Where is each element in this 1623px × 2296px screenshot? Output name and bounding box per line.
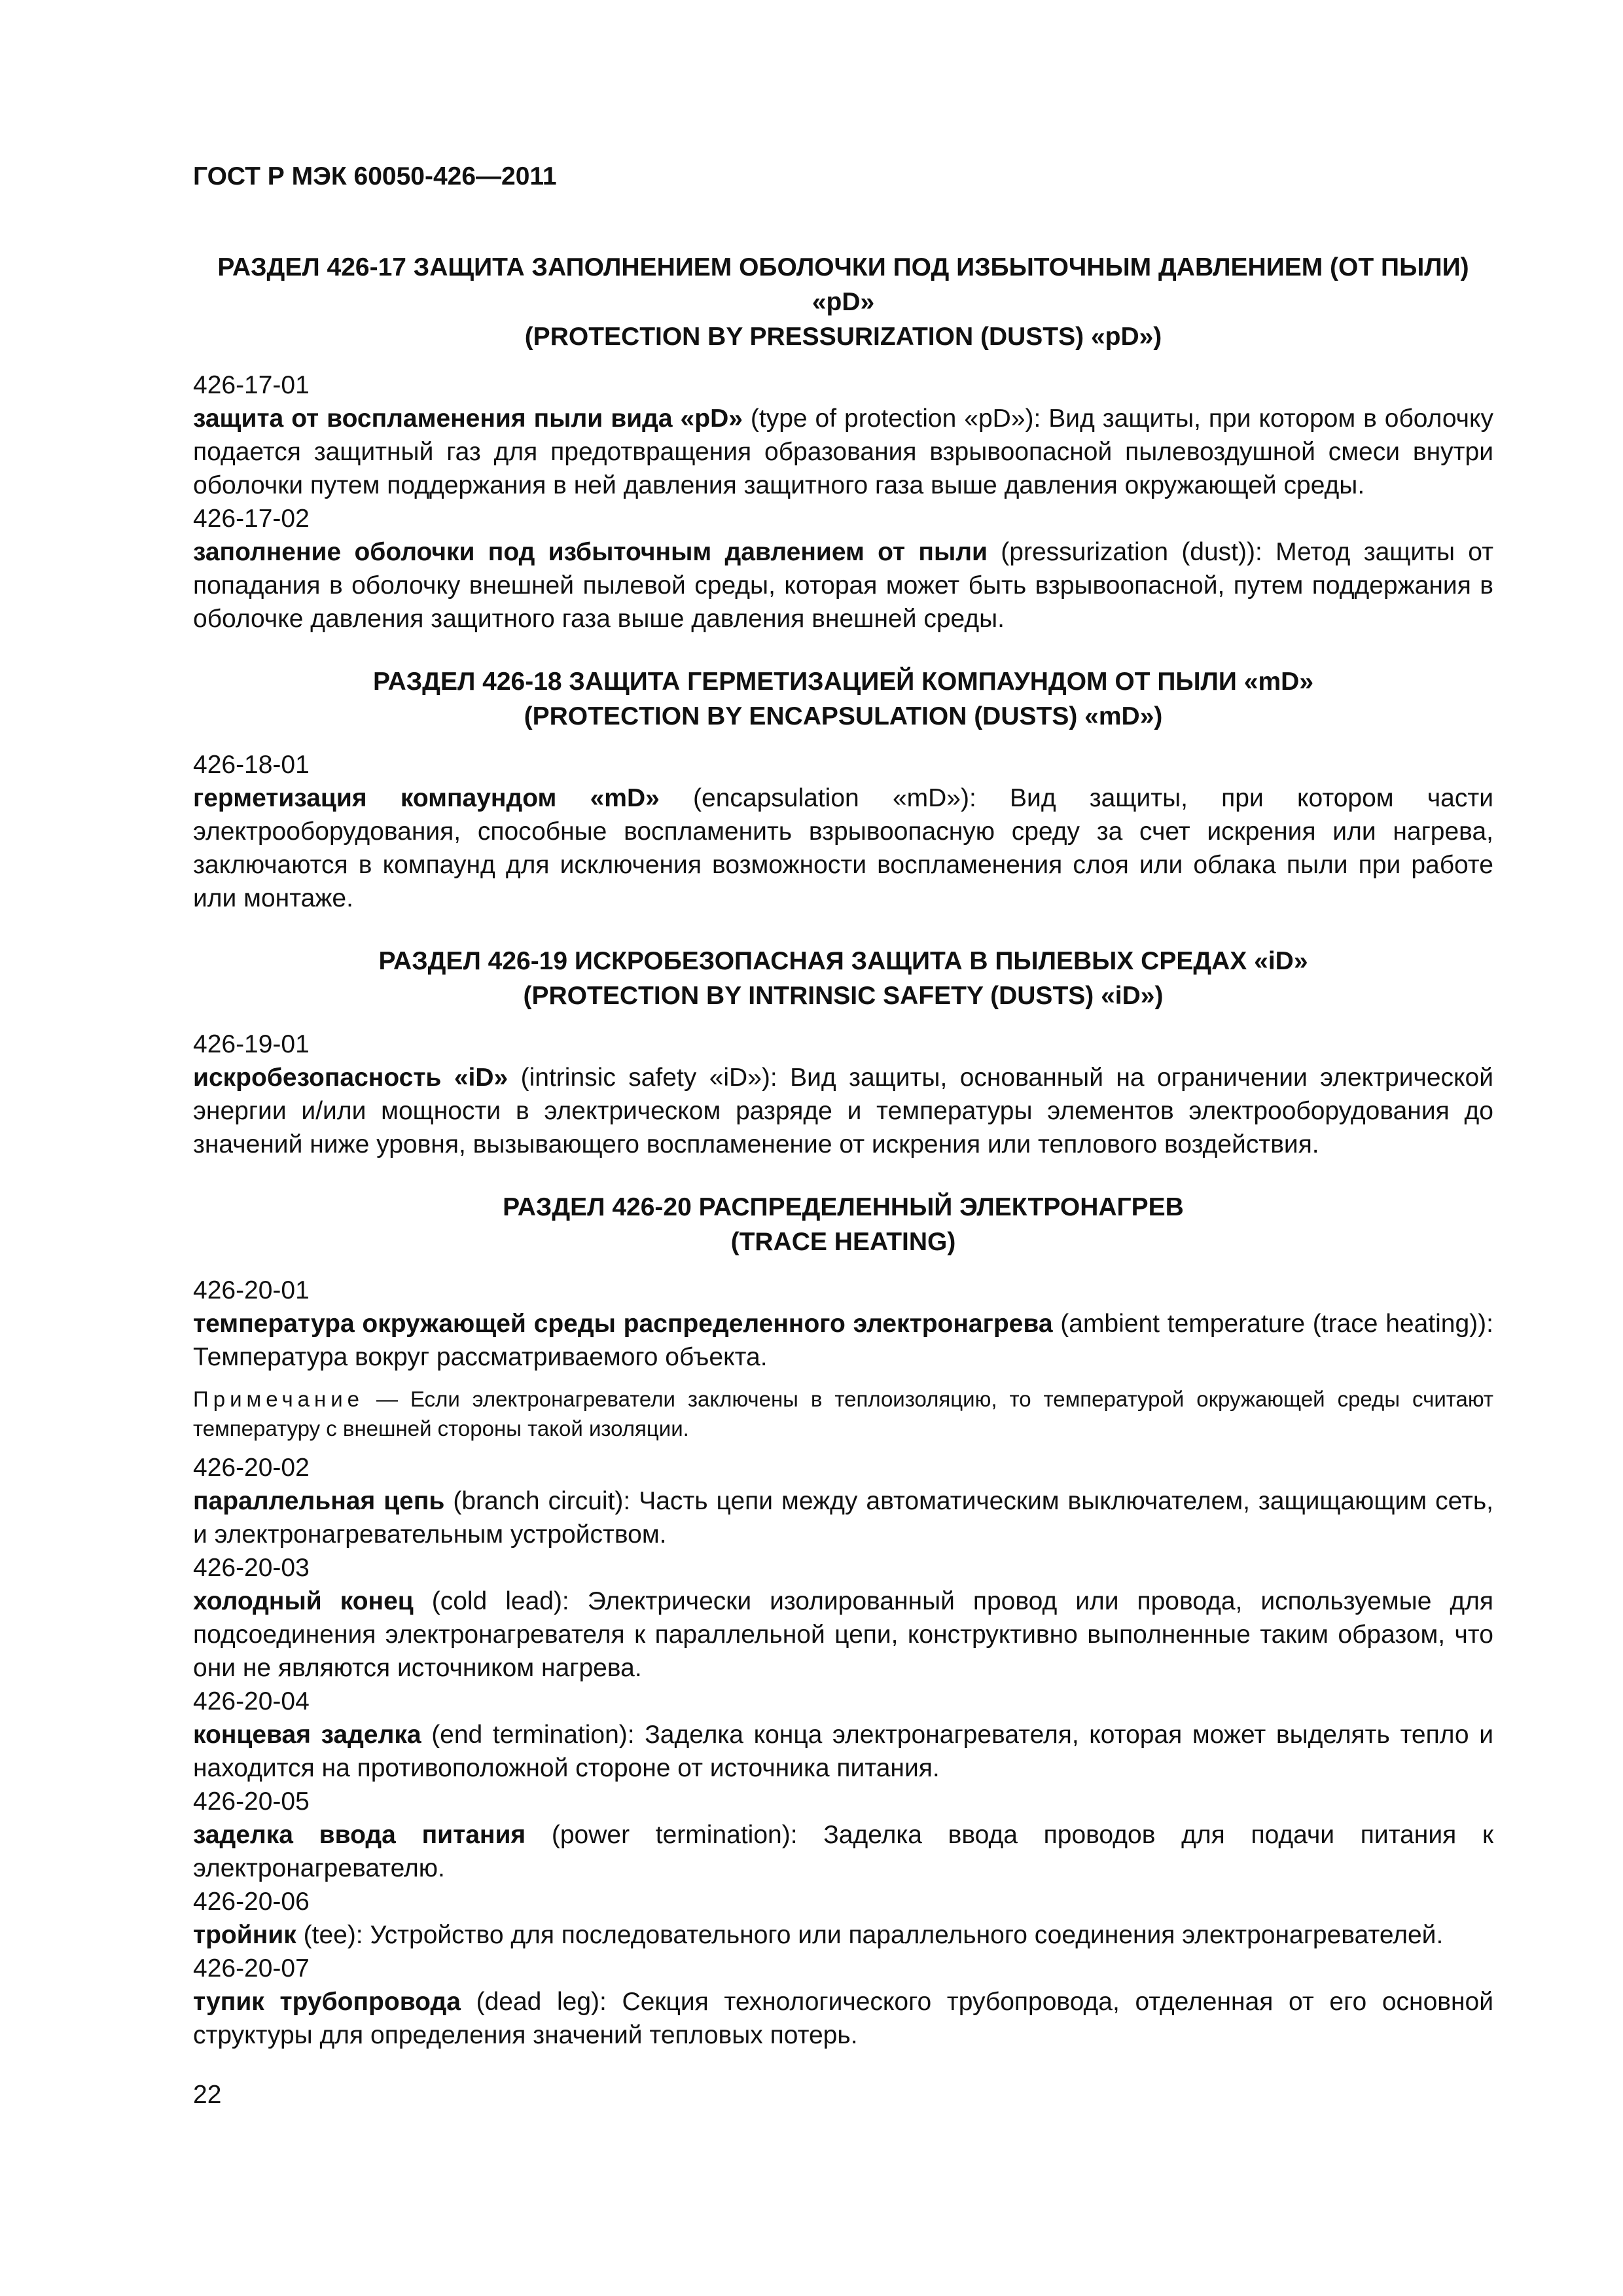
term-number: 426-20-05 xyxy=(193,1787,310,1816)
term-definition xyxy=(193,1484,1493,1551)
section-title-426-17 xyxy=(193,250,1493,354)
term-definition-text: (intrinsic safety «iD»): Вид защиты, основанный на ограничении электрической энергии и/или мощности в электрическом разряде и температуры элементов электрооборудования до значений ниже уровня, вызывающего воспламенение от искрения или теплового воздействия. xyxy=(193,1064,1493,1158)
term-name: тупик трубопровода xyxy=(193,1988,461,2016)
section-title-ru: РАЗДЕЛ 426-20 РАСПРЕДЕЛЕННЫЙ ЭЛЕКТРОНАГРЕВ xyxy=(503,1193,1184,1221)
term-definition xyxy=(193,1307,1493,1374)
term-number: 426-20-06 xyxy=(193,1888,310,1916)
section-title-426-18 xyxy=(193,664,1493,734)
term-entry xyxy=(193,1028,1493,1161)
term-definition xyxy=(193,1918,1493,1952)
term-name: заполнение оболочки под избыточным давлением от пыли xyxy=(193,538,988,566)
term-definition-text: (branch circuit): Часть цепи между автоматическим выключателем, защищающим сеть, и электронагревательным устройством. xyxy=(193,1487,1493,1549)
term-definition-text: (cold lead): Электрически изолированный провод или провода, используемые для подсоединения электронагревателя к параллельной цепи, конструктивно выполненные таким образом, что они не являются источником нагрева. xyxy=(193,1587,1493,1682)
term-definition xyxy=(193,535,1493,636)
section-title-426-20 xyxy=(193,1190,1493,1259)
term-definition xyxy=(193,1061,1493,1161)
term-definition-text: (tee): Устройство для последовательного или параллельного соединения электронагревателей. xyxy=(296,1921,1444,1949)
term-entry xyxy=(193,1551,1493,1685)
term-definition xyxy=(193,781,1493,915)
term-entry xyxy=(193,1885,1493,1952)
term-name: тройник xyxy=(193,1921,296,1949)
section-title-en: (PROTECTION BY INTRINSIC SAFETY (DUSTS) «iD») xyxy=(523,982,1164,1010)
term-number: 426-17-01 xyxy=(193,371,310,399)
note-text: — Если электронагреватели заключены в теплоизоляцию, то температурой окружающей среды считают температуру с внешней стороны такой изоляции. xyxy=(193,1387,1493,1441)
term-name: температура окружающей среды распределенного электронагрева xyxy=(193,1310,1053,1338)
term-definition-text: (power termination): Заделка ввода проводов для подачи питания к электронагревателю. xyxy=(193,1821,1494,1882)
term-entry xyxy=(193,1274,1493,1374)
term-definition-text: (end termination): Заделка конца электронагревателя, которая может выделять тепло и находится на противоположной стороне от источника питания. xyxy=(193,1721,1493,1782)
term-number: 426-18-01 xyxy=(193,751,310,779)
term-entry xyxy=(193,502,1493,636)
term-name: параллельная цепь xyxy=(193,1487,445,1515)
term-name: искробезопасность «iD» xyxy=(193,1064,508,1092)
term-name: холодный конец xyxy=(193,1587,414,1615)
term-number: 426-20-02 xyxy=(193,1454,310,1482)
term-entry xyxy=(193,748,1493,915)
term-definition xyxy=(193,1818,1493,1885)
term-definition-text: (type of protection «pD»): Вид защиты, при котором в оболочку подается защитный газ для предотвращения образования взрывоопасной пылевоздушной смеси внутри оболочки путем поддержания в ней давления защитного газа выше давления окружающей среды. xyxy=(193,404,1493,499)
term-number: 426-20-04 xyxy=(193,1687,310,1715)
term-definition-text: (ambient temperature (trace heating)): Температура вокруг рассматриваемого объекта. xyxy=(193,1310,1493,1371)
term-number: 426-20-07 xyxy=(193,1954,310,1982)
term-entry xyxy=(193,1785,1493,1885)
section-title-en: (PROTECTION BY PRESSURIZATION (DUSTS) «pD») xyxy=(524,323,1162,351)
term-number: 426-20-03 xyxy=(193,1554,310,1582)
term-number: 426-17-02 xyxy=(193,505,310,533)
standard-header: ГОСТ Р МЭК 60050-426—2011 xyxy=(193,162,557,190)
section-title-en: (PROTECTION BY ENCAPSULATION (DUSTS) «mD») xyxy=(524,702,1163,730)
term-definition-text: (dead leg): Секция технологического трубопровода, отделенная от его основной структуры для определения значений тепловых потерь. xyxy=(193,1988,1493,2049)
term-entry xyxy=(193,368,1493,502)
term-name: защита от воспламенения пыли вида «pD» xyxy=(193,404,743,433)
term-name: заделка ввода питания xyxy=(193,1821,526,1849)
term-definition xyxy=(193,1585,1493,1685)
term-entry xyxy=(193,1451,1493,1551)
page-number: 22 xyxy=(193,2081,222,2109)
section-title-ru: РАЗДЕЛ 426-17 ЗАЩИТА ЗАПОЛНЕНИЕМ ОБОЛОЧКИ ПОД ИЗБЫТОЧНЫМ ДАВЛЕНИЕМ (ОТ ПЫЛИ) «pD» xyxy=(217,253,1469,316)
term-definition-text: (pressurization (dust)): Метод защиты от попадания в оболочку внешней пылевой среды, которая может быть взрывоопасной, путем поддержания в оболочке давления защитного газа выше давления внешней среды. xyxy=(193,538,1493,633)
section-title-ru: РАЗДЕЛ 426-19 ИСКРОБЕЗОПАСНАЯ ЗАЩИТА В ПЫЛЕВЫХ СРЕДАХ «iD» xyxy=(378,947,1308,975)
term-name: герметизация компаундом «mD» xyxy=(193,784,660,812)
section-title-426-19 xyxy=(193,944,1493,1013)
term-definition xyxy=(193,1985,1493,2052)
note-label: Примечание xyxy=(193,1387,365,1411)
section-title-en: (TRACE HEATING) xyxy=(730,1228,956,1256)
term-definition-text: (encapsulation «mD»): Вид защиты, при котором части электрооборудования, способные воспламенить взрывоопасную среду за счет искрения или нагрева, заключаются в компаунд для исключения возможности воспламенения слоя или облака пыли при работе или монтаже. xyxy=(193,784,1493,912)
term-entry xyxy=(193,1685,1493,1785)
term-definition xyxy=(193,402,1493,502)
term-number: 426-20-01 xyxy=(193,1276,310,1304)
section-title-ru: РАЗДЕЛ 426-18 ЗАЩИТА ГЕРМЕТИЗАЦИЕЙ КОМПАУНДОМ ОТ ПЫЛИ «mD» xyxy=(372,668,1314,696)
term-number: 426-19-01 xyxy=(193,1030,310,1058)
term-entry xyxy=(193,1952,1493,2052)
term-note xyxy=(193,1384,1493,1443)
term-name: концевая заделка xyxy=(193,1721,421,1749)
term-definition xyxy=(193,1718,1493,1785)
